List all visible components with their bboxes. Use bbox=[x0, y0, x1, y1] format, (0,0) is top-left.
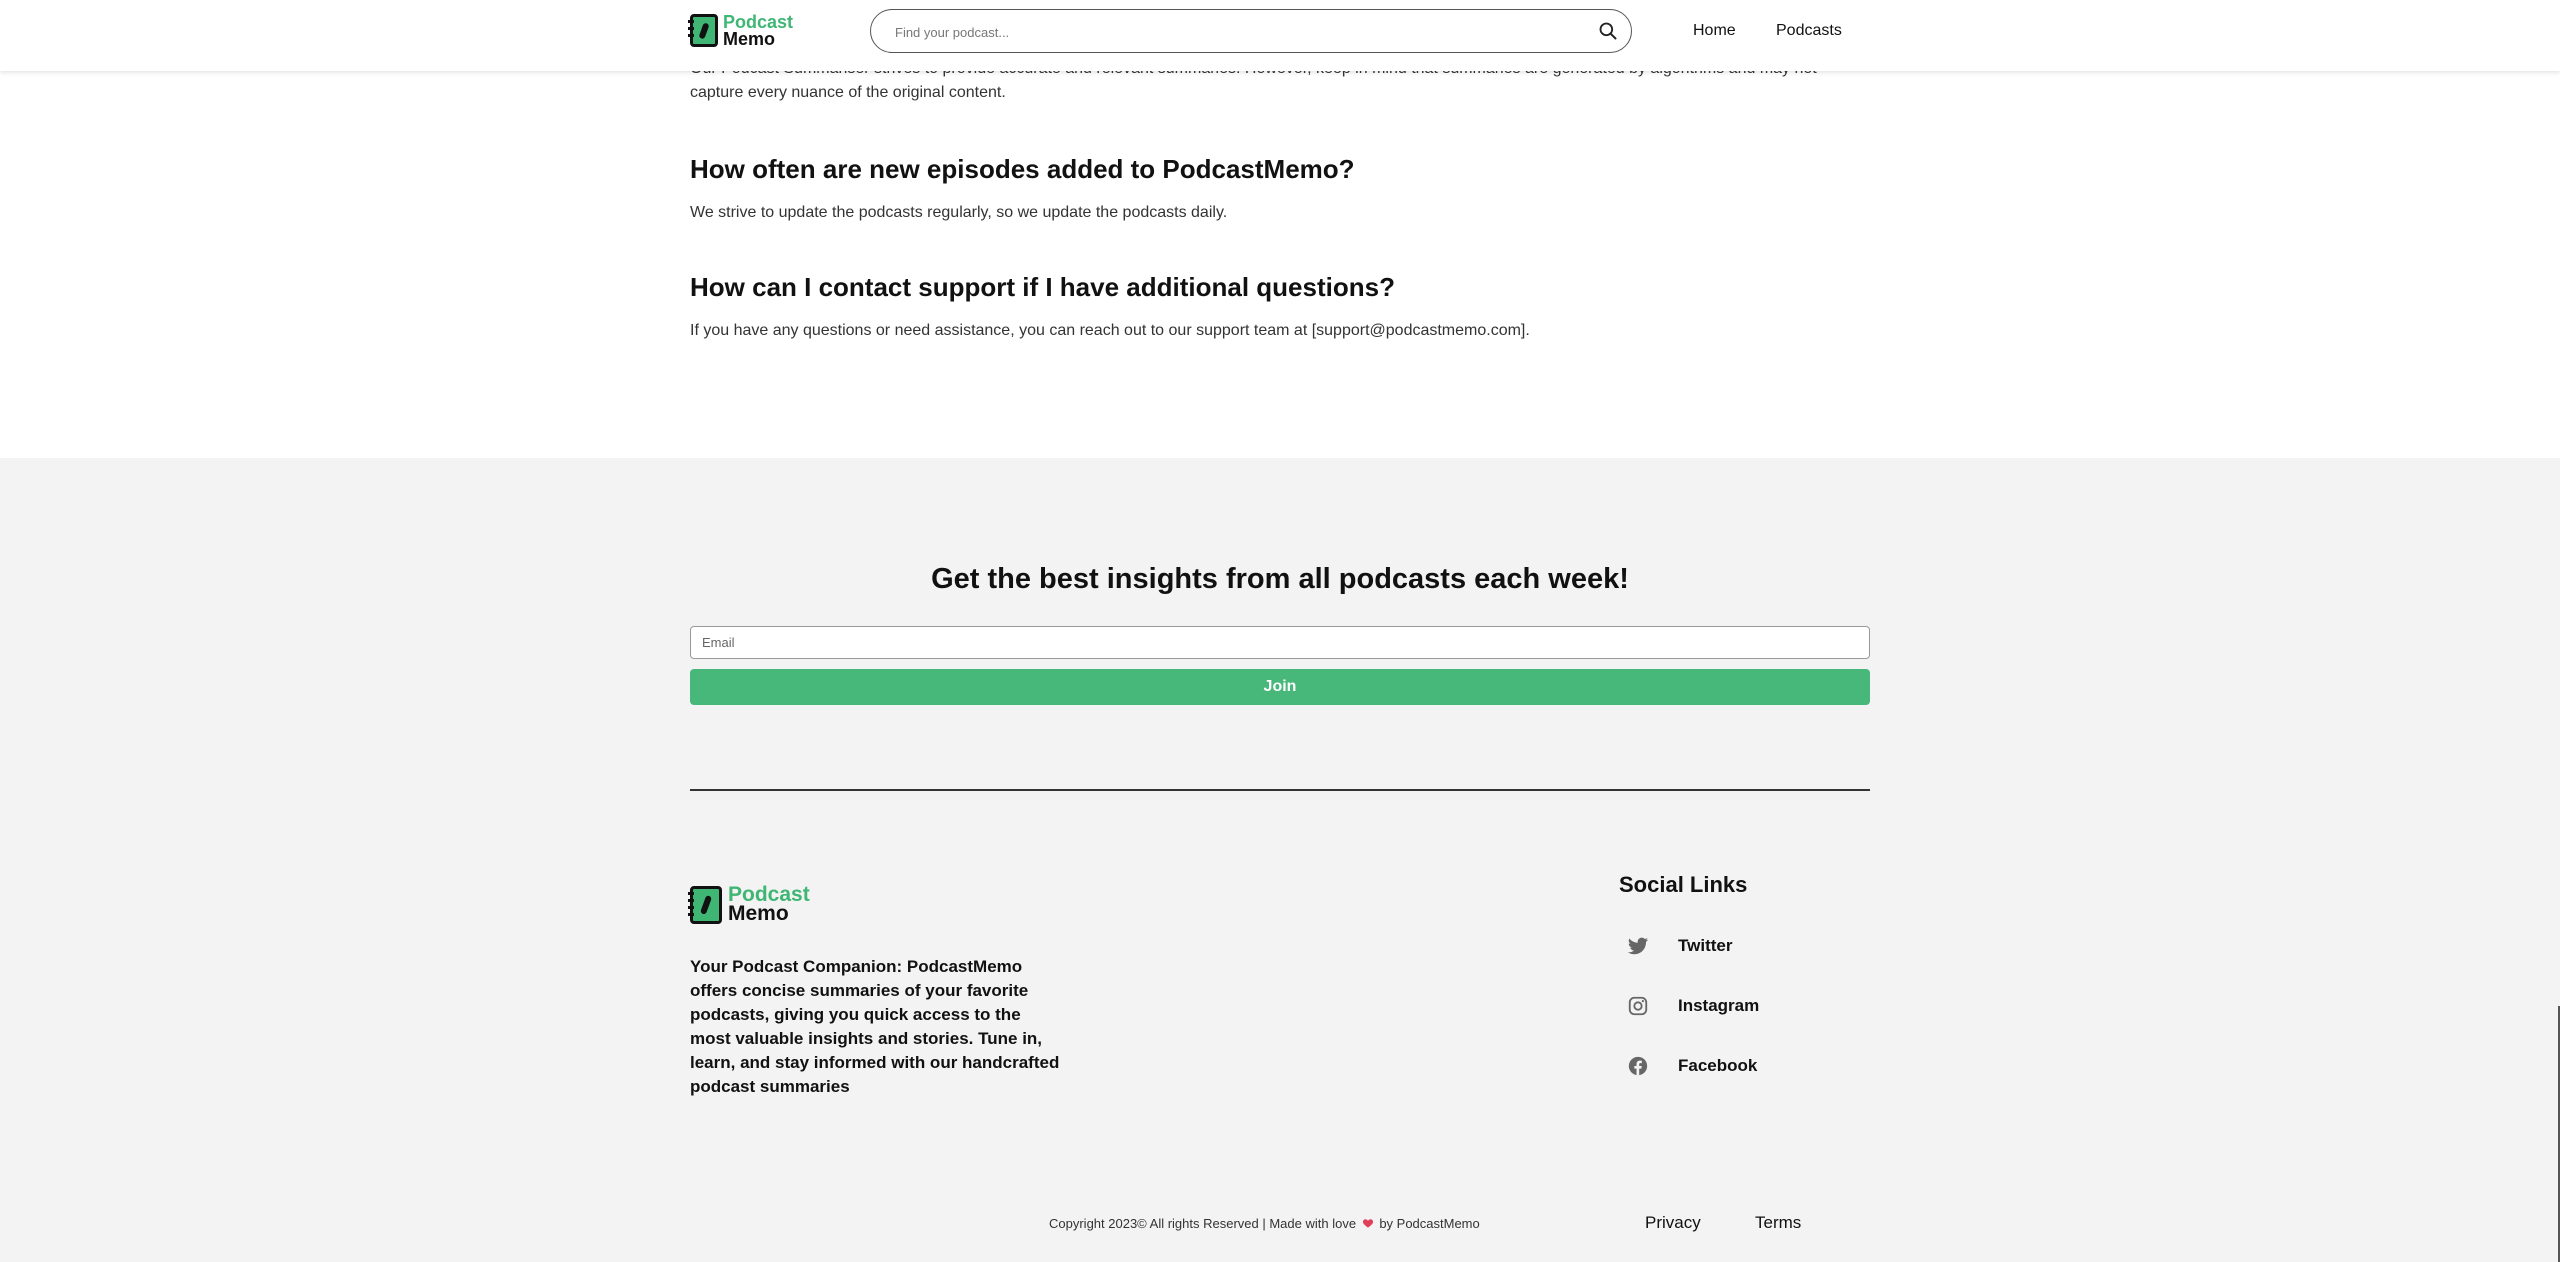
terms-link[interactable]: Terms bbox=[1755, 1213, 1802, 1232]
logo-text bbox=[728, 883, 810, 925]
social-label: Facebook bbox=[1678, 1056, 1758, 1075]
nav-podcasts[interactable]: Podcasts bbox=[1776, 22, 1842, 39]
footer-tagline: Your Podcast Companion: PodcastMemo offers concise summaries of your favorite podcasts, giving you quick access to the most valuable insights and stories. Tune in, learn, and stay informed with our handcrafted podcast summaries bbox=[690, 957, 1060, 1096]
site-header bbox=[0, 0, 2560, 71]
privacy-link[interactable]: Privacy bbox=[1645, 1213, 1701, 1232]
divider bbox=[690, 789, 1870, 791]
faq-question: How can I contact support if I have additional questions? bbox=[690, 272, 1395, 302]
facebook-icon bbox=[1627, 1055, 1649, 1077]
footer-logo[interactable] bbox=[690, 883, 810, 925]
social-label: Twitter bbox=[1678, 936, 1733, 955]
instagram-icon bbox=[1627, 995, 1649, 1017]
email-input[interactable] bbox=[690, 626, 1870, 659]
nav-home[interactable]: Home bbox=[1693, 22, 1736, 39]
faq-answer: If you have any questions or need assistance, you can reach out to our support team at [support@podcastmemo.com]. bbox=[690, 322, 1530, 339]
social-link-instagram[interactable] bbox=[1627, 993, 1760, 1019]
logo-link[interactable] bbox=[690, 14, 793, 47]
faq-answer-partial: capture every nuance of the original content. bbox=[690, 84, 1006, 101]
newsletter-title: Get the best insights from all podcasts each week! bbox=[931, 563, 1629, 595]
search-bar bbox=[870, 9, 1632, 53]
faq-question: How often are new episodes added to PodcastMemo? bbox=[690, 154, 1355, 184]
heart-icon bbox=[1362, 1217, 1374, 1229]
notebook-mic-icon bbox=[690, 14, 718, 47]
social-label: Instagram bbox=[1678, 996, 1760, 1015]
copyright-before: Copyright 2023© All rights Reserved | Made with love bbox=[1049, 1216, 1357, 1231]
social-link-facebook[interactable] bbox=[1627, 1053, 1758, 1079]
logo-line1: Podcast bbox=[728, 883, 810, 907]
logo-line2: Memo bbox=[728, 902, 789, 925]
logo-text bbox=[723, 12, 794, 49]
copyright-after: by PodcastMemo bbox=[1379, 1216, 1480, 1231]
social-links-title: Social Links bbox=[1619, 872, 1748, 897]
search-icon[interactable] bbox=[1598, 21, 1618, 41]
notebook-mic-icon bbox=[690, 886, 722, 924]
join-button[interactable]: Join bbox=[690, 669, 1870, 705]
social-link-twitter[interactable] bbox=[1627, 933, 1733, 959]
logo-line2: Memo bbox=[723, 28, 776, 49]
site-footer bbox=[0, 458, 2560, 1262]
logo-line1: Podcast bbox=[723, 12, 794, 33]
faq-answer: We strive to update the podcasts regularly, so we update the podcasts daily. bbox=[690, 204, 1228, 221]
search-input[interactable] bbox=[893, 18, 1577, 46]
twitter-icon bbox=[1627, 935, 1649, 957]
copyright-text bbox=[1049, 1216, 1480, 1231]
